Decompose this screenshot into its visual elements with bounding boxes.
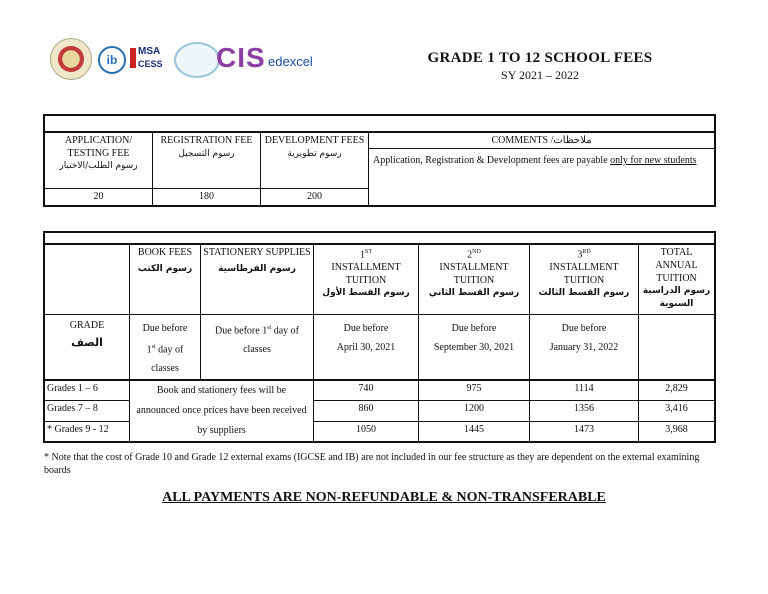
cis-logo: CIS [216, 42, 266, 73]
total-tuition-header: TOTAL ANNUAL TUITION رسوم الدراسية السنوية [639, 244, 716, 314]
comments-cell [369, 132, 716, 206]
non-refundable-notice: ALL PAYMENTS ARE NON-REFUNDABLE & NON-TRANSFERABLE [162, 490, 606, 505]
application-fee-value: 20 [44, 189, 153, 206]
footnote: * Note that the cost of Grade 10 and Grade 12 external exams (IGCSE and IB) are not included in our fee structure as they are dependent on the external examining boards [44, 452, 700, 476]
edexcel-logo: edexcel [268, 54, 313, 69]
cambridge-logo [174, 42, 220, 78]
development-fee-value: 200 [261, 189, 369, 206]
msa-cess-logo: MSA CESS [130, 44, 170, 74]
application-fee-header: APPLICATION/ TESTING FEE رسوم الطلب/الاختبار [44, 132, 153, 189]
installment-2-due: Due before September 30, 2021 [419, 314, 530, 380]
book-stationery-note: Book and stationery fees will be announced once prices have been received by suppliers [130, 380, 314, 442]
stationery-header: STATIONERY SUPPLIES رسوم القرطاسية [201, 244, 314, 314]
installment-2-header: 2ND INSTALLMENT TUITION رسوم القسط الثاني [419, 244, 530, 314]
book-due: Due before 1st day of classes [130, 314, 201, 380]
registration-fee-value: 180 [153, 189, 261, 206]
stationery-due: Due before 1st day of classes [201, 314, 314, 380]
crest-logo [50, 38, 92, 80]
installment-3-due: Due before January 31, 2022 [530, 314, 639, 380]
page-title: GRADE 1 TO 12 SCHOOL FEES [427, 50, 653, 66]
comments-header: COMMENTS /ملاحظات [369, 133, 714, 149]
ib-logo: ib [98, 46, 126, 74]
development-fee-header: DEVELOPMENT FEES رسوم تطويرية [261, 132, 369, 189]
book-fees-header: BOOK FEES رسوم الكتب [130, 244, 201, 314]
table-row: Grades 1 – 6 Book and stationery fees will be announced once prices have been received by suppliers 740 975 1114 2,829 [44, 380, 715, 401]
installment-3-header: 3RD INSTALLMENT TUITION رسوم القسط الثالث [530, 244, 639, 314]
registration-fees-table [43, 114, 716, 207]
school-year: SY 2021 – 2022 [501, 68, 579, 82]
comments-text: Application, Registration & Development fees are payable only for new students [373, 154, 697, 166]
table-row: * Grades 9 - 12 1050 1445 1473 3,968 [44, 421, 715, 442]
table-row: Grades 7 – 8 860 1200 1356 3,416 [44, 400, 715, 421]
installment-1-header: 1ST INSTALLMENT TUITION رسوم القسط الأول [314, 244, 419, 314]
registration-fee-header: REGISTRATION FEE رسوم التسجيل [153, 132, 261, 189]
installment-1-due: Due before April 30, 2021 [314, 314, 419, 380]
tuition-fees-table [43, 231, 716, 443]
grade-label: GRADE الصف [44, 314, 130, 380]
logo-strip [50, 36, 330, 80]
